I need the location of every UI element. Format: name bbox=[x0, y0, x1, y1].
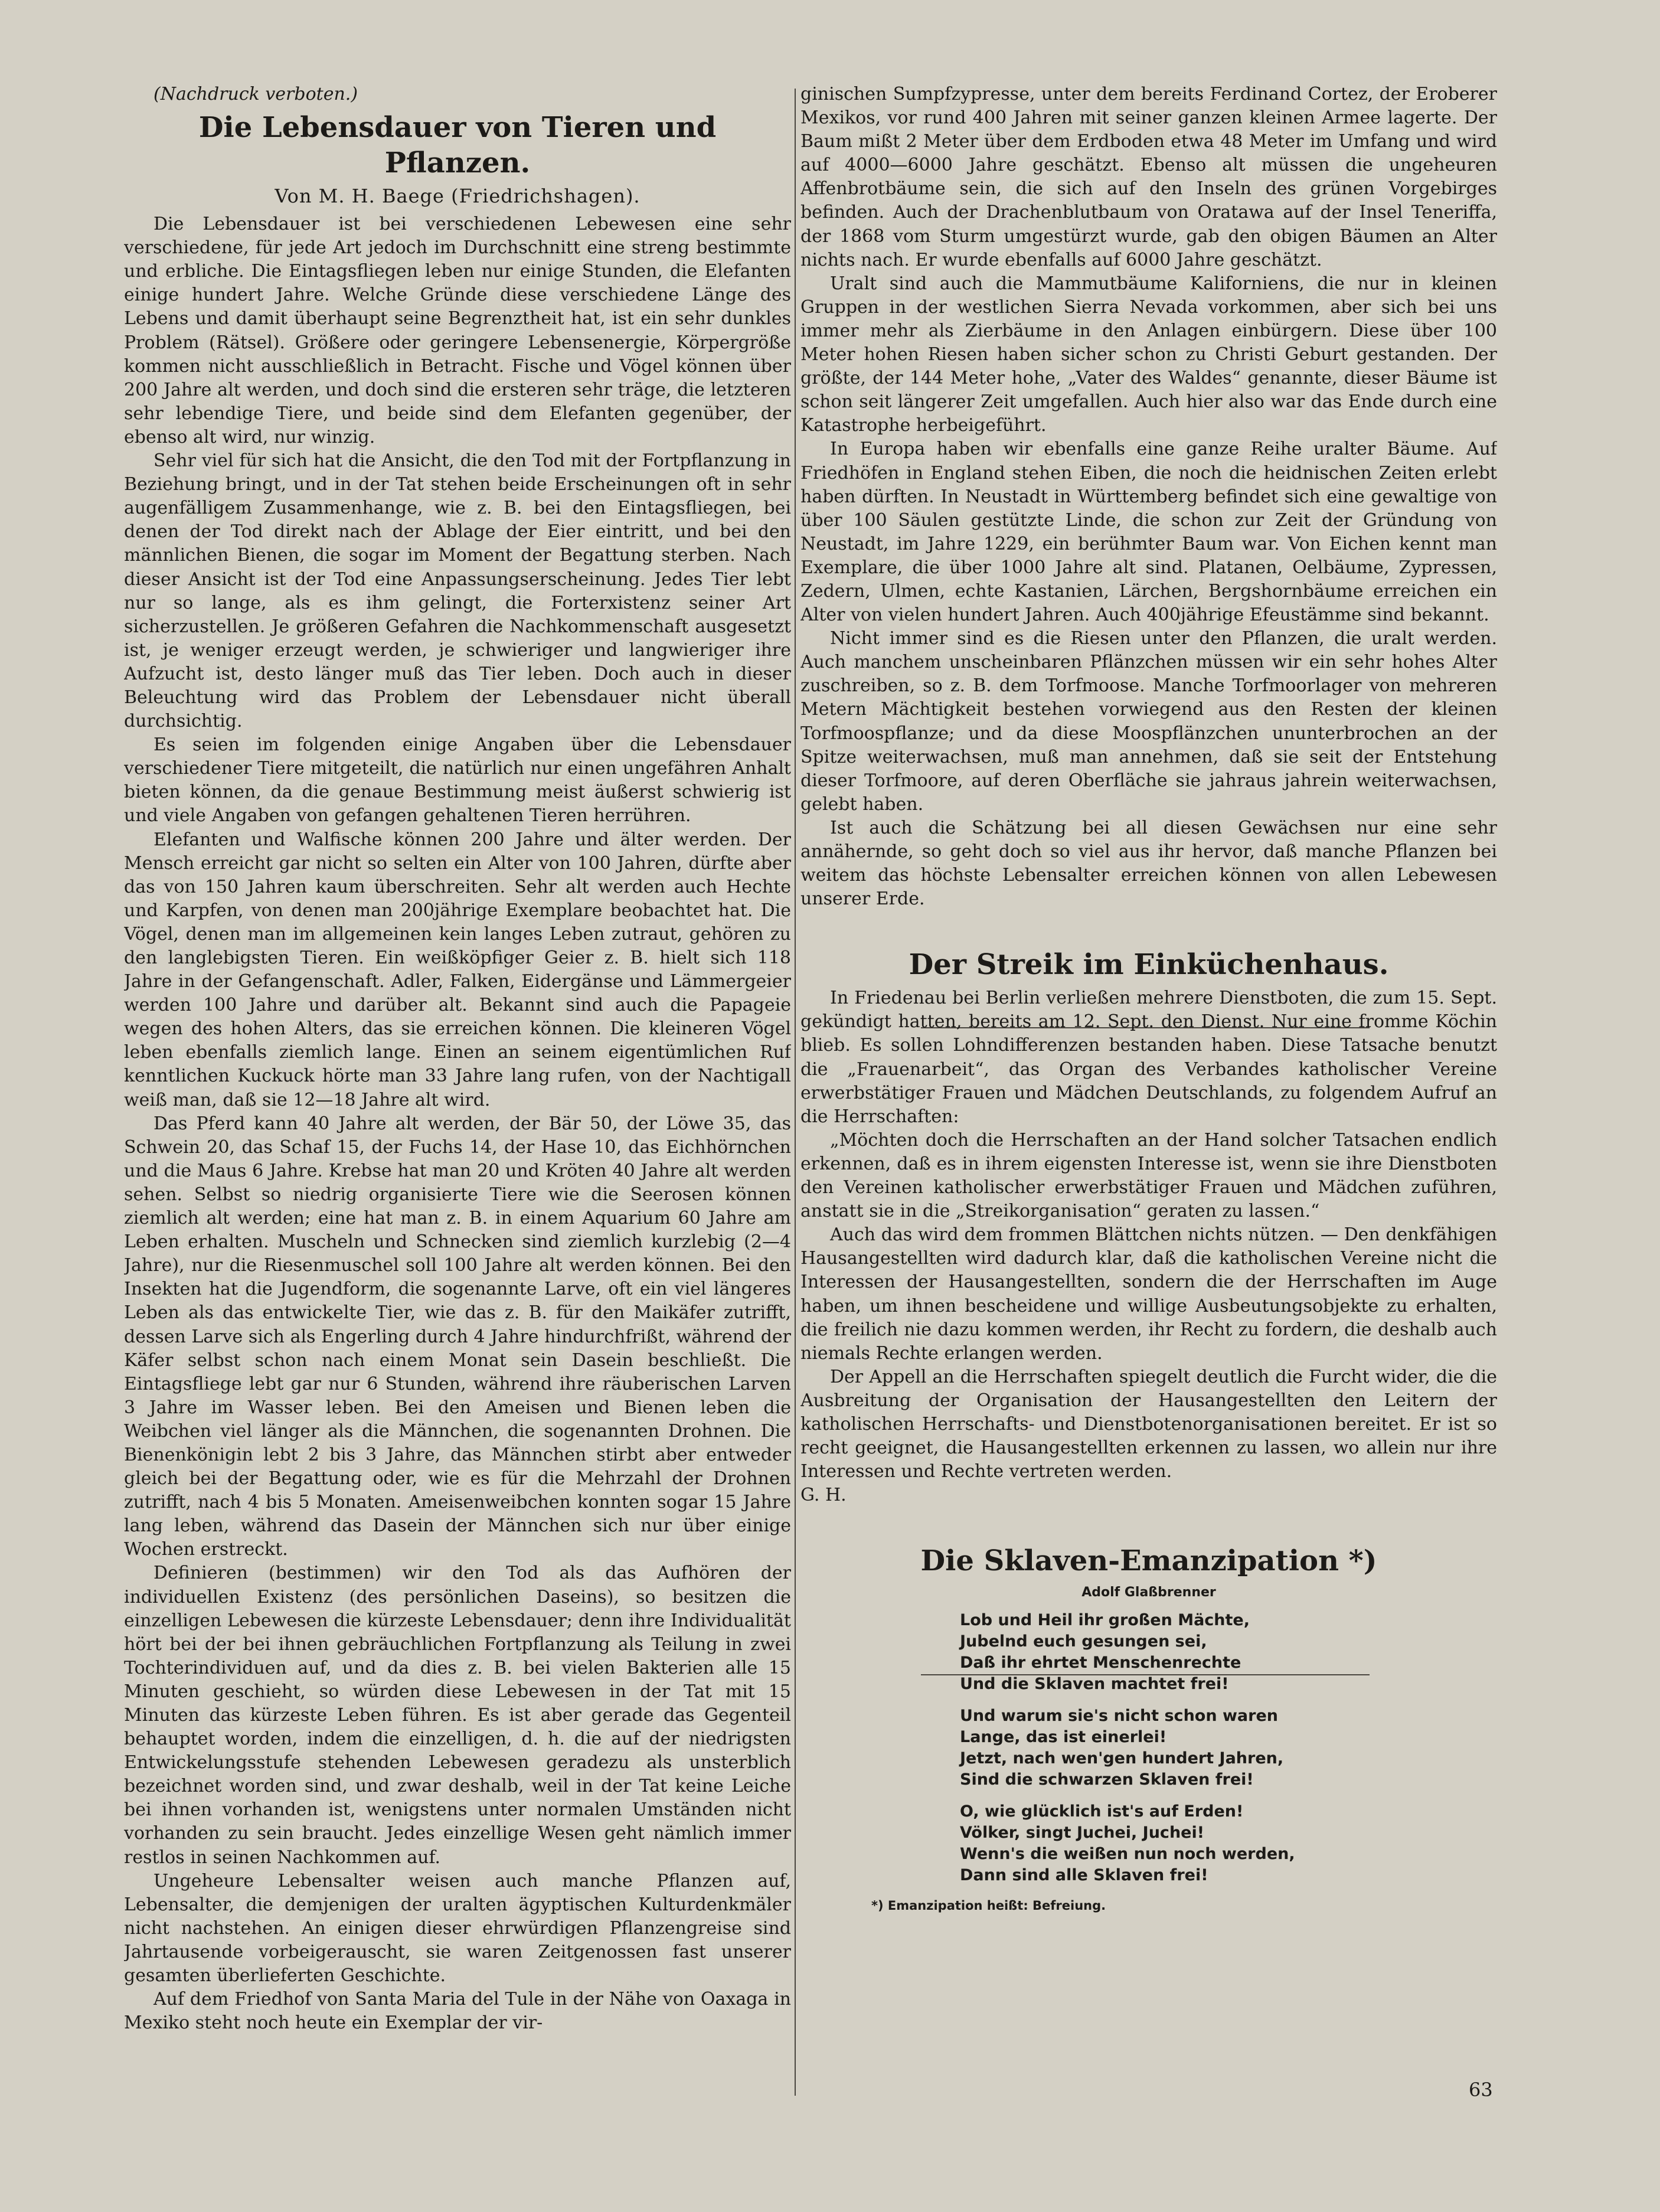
page-number: 63 bbox=[1469, 2079, 1493, 2101]
poem-line: Lange, das ist einerlei! bbox=[960, 1728, 1167, 1747]
poem-line: Lob und Heil ihr großen Mächte, bbox=[960, 1611, 1250, 1630]
paragraph: Elefanten und Walfische können 200 Jahre und älter werden. Der Mensch erreicht gar nicht so selten ein Alter von 100 Jahren, dürfte aber das von 150 Jahren kaum überschreiten. Sehr alt werden auch Hechte und Karpfen, von denen man 200jährige Exemplare beobachtet hat. Die Vögel, denen man im allgemeinen kein langes Leben zutraut, gehören zu den langlebigsten Tieren. Ein weißköpfiger Geier z. B. hielt sich 118 Jahre in der Gefangenschaft. Adler, Falken, Eidergänse und Lämmergeier werden 100 Jahre und darüber alt. Bekannt sind auch die Papageie wegen des hohen Alters, das sie erreichen können. Die kleineren Vögel leben ebenfalls ziemlich lange. Einen an seinem eigentümlichen Ruf kenntlichen Kuckuck hörte man 33 Jahre lang rufen, von der Nachtigall weiß man, daß sie 12—18 Jahre alt wird. bbox=[124, 829, 791, 1110]
poem-line: Jubelnd euch gesungen sei, bbox=[960, 1632, 1207, 1651]
paragraph: In Friedenau bei Berlin verließen mehrere Dienstboten, die zum 15. Sept. gekündigt hatten, bereits am 12. Sept. den Dienst. Nur eine fromme Köchin blieb. Es sollen Lohndifferenzen bestanden haben. Diese Tatsache benutzt die „Frauenarbeit“, das Organ des Verbandes katholischer Vereine erwerbstätiger Frauen und Mädchen Deutschlands, zu folgendem Aufruf an die Herrschaften: bbox=[800, 988, 1497, 1127]
paragraph: Sehr viel für sich hat die Ansicht, die den Tod mit der Fortpflanzung in Beziehung bringt, und in der Tat stehen beide Erscheinungen oft in sehr augenfälligem Zusammenhange, wie z. B. bei den Eintagsfliegen, bei denen der Tod direkt nach der Ablage der Eier eintritt, und bei den männlichen Bienen, die sogar im Moment der Begattung sterben. Nach dieser Ansicht ist der Tod eine Anpassungserscheinung. Jedes Tier lebt nur so lange, als es ihm gelingt, die Forterxistenz seiner Art sicherzustellen. Je größeren Gefahren die Nachkommenschaft ausgesetzt ist, je weniger erzeugt werden, je schwieriger und langwieriger ihre Aufzucht ist, desto länger muß das Tier leben. Doch auch in dieser Beleuchtung wird das Problem der Lebensdauer nicht überall durchsichtig. bbox=[124, 450, 791, 732]
poem-line: Sind die schwarzen Sklaven frei! bbox=[960, 1770, 1254, 1789]
footnote: *) Emanzipation heißt: Befreiung. bbox=[871, 1899, 1106, 1913]
paragraph: Ungeheure Lebensalter weisen auch manche Pflanzen auf, Lebensalter, die demjenigen der uralten ägyptischen Kulturdenkmäler nicht nachstehen. An einigen dieser ehrwürdigen Pflanzengreise sind Jahrtausende vorbeigerauscht, sie waren Zeitgenossen fast unserer gesamten überlieferten Geschichte. bbox=[124, 1870, 791, 1986]
poem-line: Und die Sklaven machtet frei! bbox=[960, 1675, 1229, 1694]
paragraph: Auch das wird dem frommen Blättchen nichts nützen. — Den denkfähigen Hausangestellten wird dadurch klar, daß die katholischen Vereine nicht die Interessen der Hausangestellten, sondern die der Herrschaften im Auge haben, um ihnen bescheidene und willige Ausbeutungsobjekte zu erhalten, die freilich nie dazu kommen werden, ihr Recht zu fordern, die deshalb auch niemals Rechte erlangen werden. bbox=[800, 1224, 1497, 1364]
paragraph: Das Pferd kann 40 Jahre alt werden, der Bär 50, der Löwe 35, das Schwein 20, das Schaf 15, der Fuchs 14, der Hase 10, das Eichhörnchen und die Maus 6 Jahre. Krebse hat man 20 und Kröten 40 Jahre alt werden sehen. Selbst so niedrig organisierte Tiere wie die Seerosen können ziemlich alt werden; eine hat man z. B. in einem Aquarium 60 Jahre am Leben erhalten. Muscheln und Schnecken sind ziemlich kurzlebig (2—4 Jahre), nur die Riesenmuschel soll 100 Jahre alt werden können. Bei den Insekten hat die Jugendform, die sogenannte Larve, oft ein viel längeres Leben als das entwickelte Tier, wie das z. B. für den Maikäfer zutrifft, dessen Larve sich als Engerling durch 4 Jahre hindurchfrißt, während der Käfer selbst schon nach einem Monat sein Dasein beschließt. Die Eintagsfliege lebt gar nur 6 Stunden, während ihre räuberischen Larven 3 Jahre im Wasser leben. Bei den Ameisen und Bienen leben die Weibchen viel länger als die Männchen, die sogenannten Drohnen. Die Bienenkönigin lebt 2 bis 3 Jahre, das Männchen stirbt aber entweder gleich bei der Begattung oder, wie es für die Mehrzahl der Drohnen zutrifft, nach 4 bis 5 Monaten. Ameisenweibchen konnten sogar 15 Jahre lang leben, während das Dasein der Männchen sich nur über einige Wochen erstreckt. bbox=[124, 1113, 791, 1560]
poem-title: Die Sklaven-Emanzipation *) bbox=[920, 1544, 1377, 1578]
poem-line: Völker, singt Juchei, Juchei! bbox=[960, 1824, 1205, 1842]
poem-line: Jetzt, nach wen'gen hundert Jahren, bbox=[960, 1749, 1284, 1768]
poem-line: Dann sind alle Sklaven frei! bbox=[960, 1866, 1208, 1885]
poem-stanza bbox=[960, 1610, 1497, 1695]
paragraph: Definieren (bestimmen) wir den Tod als das Aufhören der individuellen Existenz (des persönlichen Daseins), so besitzen die einzelligen Lebewesen die kürzeste Lebensdauer; denn ihre Individualität hört bei der bei ihnen gebräuchlichen Fortpflanzung als Teilung in zwei Tochterindividuen auf, und da dies z. B. bei vielen Bakterien alle 15 Minuten geschieht, so würden diese Lebewesen in der Tat mit 15 Minuten das kürzeste Leben führen. Es ist aber gerade das Gegenteil behauptet worden, indem die einzelligen, d. h. die auf der niedrigsten Entwickelungsstufe stehenden Lebewesen geradezu als unsterblich bezeichnet worden sind, und zwar deshalb, weil in der Tat keine Leiche bei ihnen vorhanden ist, wenigstens unter normalen Umständen nicht vorhanden zu sein braucht. Jedes einzellige Wesen geht nämlich immer restlos in seinen Nachkommen auf. bbox=[124, 1563, 791, 1868]
poem-line: Wenn's die weißen nun noch werden, bbox=[960, 1845, 1295, 1864]
paragraph: ginischen Sumpfzypresse, unter dem bereits Ferdinand Cortez, der Eroberer Mexikos, vor rund 400 Jahren mit seiner ganzen kleinen Armee lagerte. Der Baum mißt 2 Meter über dem Erdboden etwa 48 Meter im Umfang und wird auf 4000—6000 Jahre geschätzt. Ebenso alt müssen die ungeheuren Affenbrotbäume sein, die sich auf den Inseln des grünen Vorgebirges befinden. Auch der Drachenblutbaum von Oratawa auf der Insel Teneriffa, der 1868 vom Sturm umgestürzt wurde, gab den obigen Bäumen an Alter nichts nach. Er wurde ebenfalls auf 6000 Jahre geschätzt. bbox=[800, 84, 1497, 270]
paragraph: Ist auch die Schätzung bei all diesen Gewächsen nur eine sehr annähernde, so geht doch so viel aus ihr hervor, daß manche Pflanzen bei weitem das höchste Lebensalter erreichen können von allen Lebewesen unserer Erde. bbox=[800, 817, 1497, 910]
article-title: Die Lebensdauer von Tieren und Pflanzen. bbox=[198, 111, 717, 180]
article-byline: Von M. H. Baege (Friedrichshagen). bbox=[275, 185, 641, 208]
poem-stanza bbox=[960, 1705, 1497, 1790]
paragraph: Die Lebensdauer ist bei verschiedenen Lebewesen eine sehr verschiedene, für jede Art jedoch im Durchschnitt eine streng bestimmte und erbliche. Die Eintagsfliegen leben nur einige Stunden, die Elefanten einige hundert Jahre. Welche Gründe diese verschiedene Länge des Lebens und damit überhaupt seine Begrenztheit hat, ist ein sehr dunkles Problem (Rätsel). Größere oder geringere Lebensenergie, Körpergröße kommen nicht ausschließlich in Betracht. Fische und Vögel können über 200 Jahre alt werden, und doch sind die ersteren sehr träge, die letzteren sehr lebendige Tiere, und beide sind dem Elefanten gegenüber, der ebenso alt wird, nur winzig. bbox=[124, 214, 791, 447]
poem-line: O, wie glücklich ist's auf Erden! bbox=[960, 1802, 1244, 1821]
poem-line: Und warum sie's nicht schon waren bbox=[960, 1707, 1278, 1726]
right-column bbox=[800, 83, 1497, 2113]
reprint-notice: (Nachdruck verboten.) bbox=[153, 84, 358, 104]
paragraph: In Europa haben wir ebenfalls eine ganze Reihe uralter Bäume. Auf Friedhöfen in England stehen Eiben, die noch die heidnischen Zeiten erlebt haben dürften. In Neustadt in Württemberg befindet sich eine gewaltige von über 100 Säulen gestützte Linde, die schon zur Zeit der Gründung von Neustadt, im Jahre 1229, ein berühmter Baum war. Von Eichen kennt man Exemplare, die über 1000 Jahre alt sind. Platanen, Oelbäume, Zypressen, Zedern, Ulmen, echte Kastanien, Lärchen, Bergshornbäume erreichen ein Alter von vielen hundert Jahren. Auch 400jährige Efeustämme sind bekannt. bbox=[800, 439, 1497, 626]
poem-stanza bbox=[960, 1801, 1497, 1886]
paragraph: Uralt sind auch die Mammutbäume Kaliforniens, die nur in kleinen Gruppen in der westlichen Sierra Nevada vorkommen, aber sich bei uns immer mehr als Zierbäume in den Anlagen einbürgern. Diese über 100 Meter hohen Riesen haben sicher schon zu Christi Geburt gestanden. Der größte, der 144 Meter hohe, „Vater des Waldes“ genannte, dieser Bäume ist schon seit längerer Zeit umgefallen. Auch hier also war das Ende durch eine Katastrophe herbeigeführt. bbox=[800, 273, 1497, 436]
left-column bbox=[124, 83, 791, 2102]
paragraph: Nicht immer sind es die Riesen unter den Pflanzen, die uralt werden. Auch manchem unscheinbaren Pflänzchen müssen wir ein sehr hohes Alter zuschreiben, so z. B. dem Torfmoose. Manche Torfmoorlager von mehreren Metern Mächtigkeit bestehen vorwiegend aus den Resten der kleinen Torfmoospflanze; und da diese Moospflänzchen ununterbrochen an der Spitze weiterwachsen, muß man annehmen, daß sie seit der Entstehung dieser Torfmoore, auf deren Oberfläche sie jahraus jahrein weiterwachsen, gelebt haben. bbox=[800, 628, 1497, 815]
poem-line: Daß ihr ehrtet Menschenrechte bbox=[960, 1654, 1241, 1672]
paragraph: Es seien im folgenden einige Angaben über die Lebensdauer verschiedener Tiere mitgeteilt, die natürlich nur einen ungefähren Anhalt bieten können, da die genaue Bestimmung meist äußerst schwierig ist und viele Angaben von gefangen gehaltenen Tieren herrühren. bbox=[124, 734, 791, 826]
article-title: Der Streik im Einküchenhaus. bbox=[909, 948, 1389, 982]
column-divider bbox=[795, 89, 796, 2096]
paragraph: Auf dem Friedhof von Santa Maria del Tule in der Nähe von Oaxaga in Mexiko steht noch heute ein Exemplar der vir- bbox=[124, 1989, 791, 2034]
poem-author: Adolf Glaßbrenner bbox=[1081, 1585, 1216, 1600]
quote-paragraph: „Möchten doch die Herrschaften an der Hand solcher Tatsachen endlich erkennen, daß es in ihrem eigensten Interesse ist, wenn sie ihre Dienstboten den Vereinen katholischer erwerbstätiger Frauen und Mädchen zuführen, anstatt sie in die „Streikorganisation“ geraten zu lassen.“ bbox=[800, 1129, 1497, 1222]
poem-body bbox=[800, 1610, 1497, 1886]
author-signature: G. H. bbox=[800, 1485, 847, 1506]
paragraph: Der Appell an die Herrschaften spiegelt deutlich die Furcht wider, die die Ausbreitung der Organisation der Hausangestellten den Leitern der katholischen Herrschafts- und Dienstbotenorganisationen bereitet. Er ist so recht geeignet, die Hausangestellten erkennen zu lassen, wo allein nur ihre Interessen und Rechte vertreten werden. bbox=[800, 1366, 1497, 1482]
